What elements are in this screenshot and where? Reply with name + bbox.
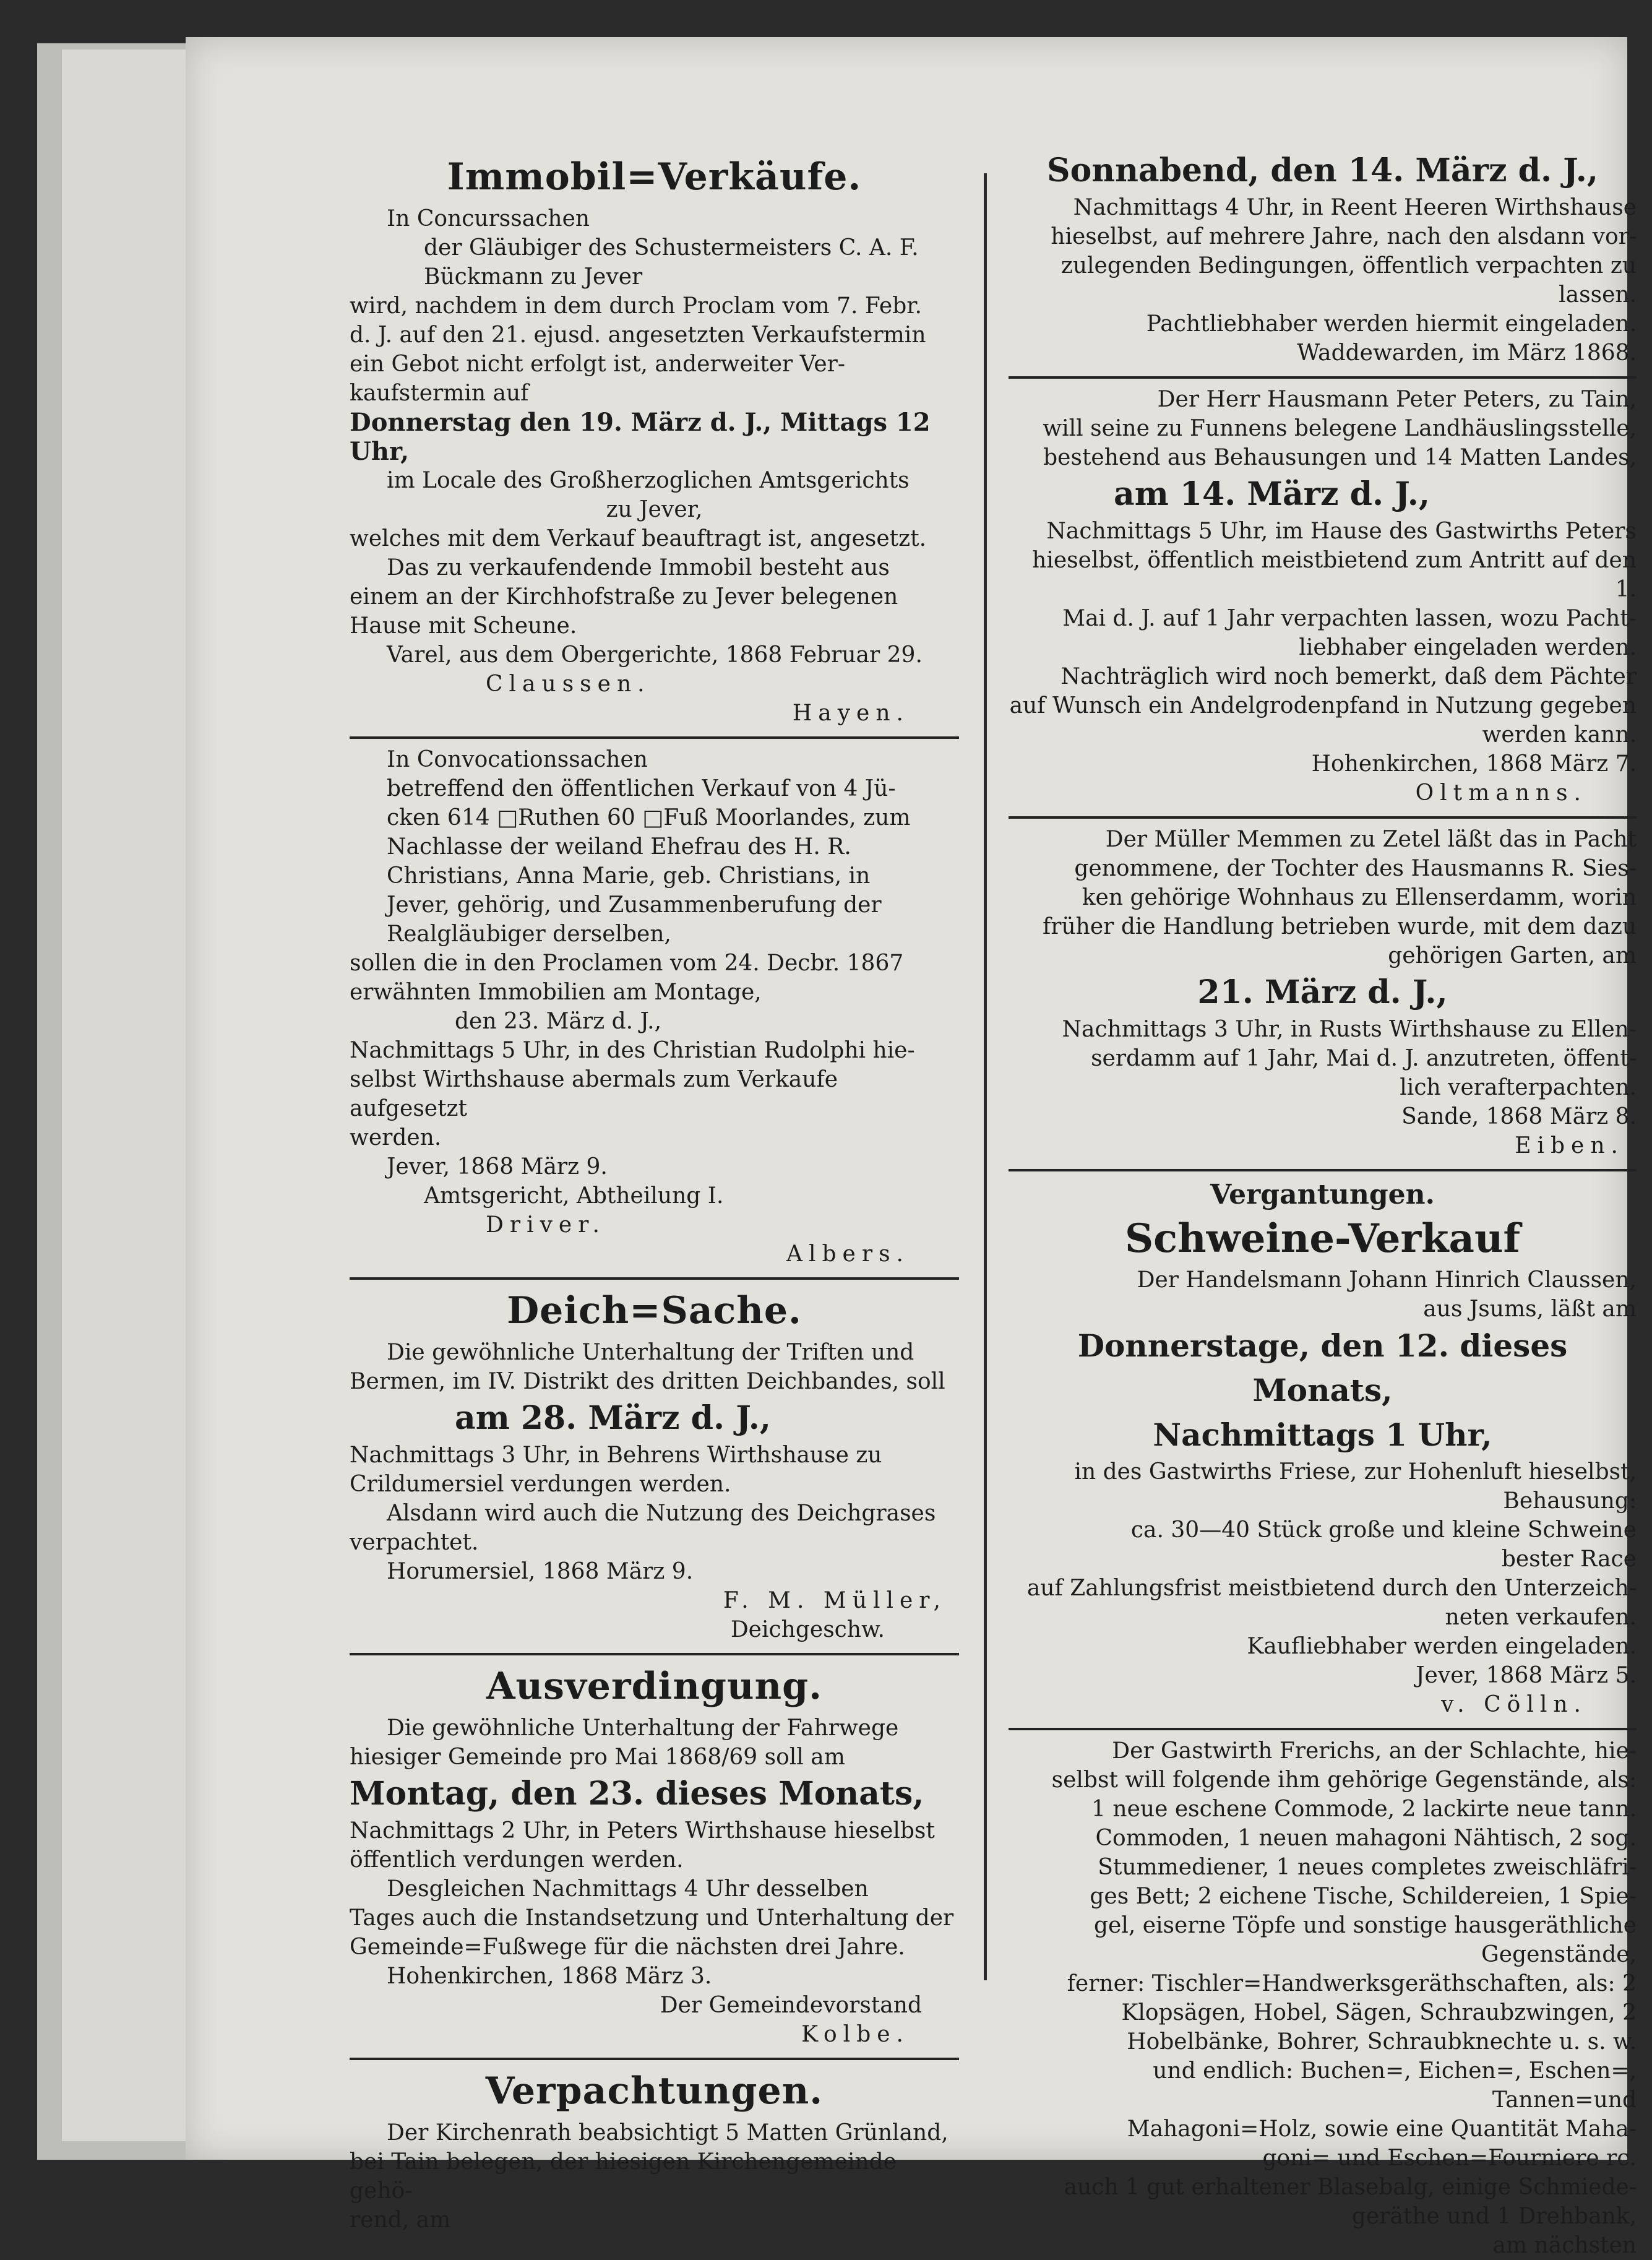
separator-rule bbox=[1009, 816, 1637, 819]
text-line: früher die Handlung betrieben wurde, mit dem dazu bbox=[1042, 914, 1637, 939]
text-line: verpachtet. bbox=[350, 1530, 479, 1555]
text-line: welches mit dem Verkauf beauftragt ist, angesetzt. bbox=[350, 526, 927, 551]
text-line: auch 1 gut erhaltener Blasebalg, einige Schmiede- bbox=[1064, 2175, 1637, 2200]
text-line: kaufstermin auf bbox=[350, 381, 529, 406]
text-line: Der Herr Hausmann Peter Peters, zu Tain, bbox=[1157, 387, 1637, 412]
text-line: Hohenkirchen, 1868 März 3. bbox=[387, 1964, 712, 1989]
date-line: 21. März d. J., bbox=[1197, 973, 1448, 1011]
signature: Claussen. bbox=[486, 671, 651, 697]
page-stack bbox=[161, 50, 187, 2141]
column-divider bbox=[984, 173, 987, 1980]
text-line: Nachlasse der weiland Ehefrau des H. R. bbox=[387, 834, 851, 860]
text-line: Die gewöhnliche Unterhaltung der Fahrwege bbox=[387, 1715, 899, 1741]
signature: Deichgeschw. bbox=[730, 1617, 885, 1642]
text-line: ferner: Tischler=Handwerksgeräthschaften, als: 2 bbox=[1067, 1971, 1637, 1996]
text-line: geräthe und 1 Drehbank, bbox=[1351, 2204, 1637, 2229]
separator-rule bbox=[350, 1653, 959, 1655]
text-line: Behausung: bbox=[1503, 1488, 1637, 1514]
text-line: bei Tain belegen, der hiesigen Kirchengemeinde gehö- bbox=[350, 2149, 897, 2204]
text-line: auf Wunsch ein Andelgrodenpfand in Nutzung gegeben bbox=[1009, 693, 1637, 718]
text-line: hiesiger Gemeinde pro Mai 1868/69 soll am bbox=[350, 1745, 845, 1770]
text-line: Klopsägen, Hobel, Sägen, Schraubzwingen, 2 bbox=[1121, 2000, 1637, 2025]
text-line: In Convocationssachen bbox=[387, 747, 648, 772]
signature: Oltmanns. bbox=[1415, 780, 1587, 806]
separator-rule bbox=[350, 1277, 959, 1280]
separator-rule bbox=[350, 2058, 959, 2060]
text-line: Waddewarden, im März 1868. bbox=[1297, 340, 1637, 366]
section-heading-immobil: Immobil=Verkäufe. bbox=[447, 155, 862, 199]
text-line: Commoden, 1 neuen mahagoni Nähtisch, 2 sog. bbox=[1095, 1826, 1637, 1851]
text-line: Jever, gehörig, und Zusammenberufung der bbox=[387, 892, 882, 918]
text-line: selbst Wirthshause abermals zum Verkaufe aufgesetzt bbox=[350, 1067, 838, 1121]
text-line: Bückmann zu Jever bbox=[424, 264, 643, 290]
signature: F. M. Müller, bbox=[723, 1588, 947, 1613]
notice-schweine bbox=[1009, 1266, 1637, 1719]
text-line: Horumersiel, 1868 März 9. bbox=[387, 1559, 694, 1584]
text-line: Kaufliebhaber werden eingeladen. bbox=[1247, 1634, 1637, 1659]
text-line: cken 614 □Ruthen 60 □Fuß Moorlandes, zum bbox=[387, 805, 911, 830]
text-line: Amtsgericht, Abtheilung I. bbox=[424, 1183, 724, 1209]
text-line: Crildumersiel verdungen werden. bbox=[350, 1472, 731, 1497]
section-heading-verpachtungen: Verpachtungen. bbox=[485, 2069, 824, 2113]
text-line: Hobelbänke, Bohrer, Schraubknechte u. s. w. bbox=[1127, 2029, 1637, 2055]
text-line: Nachmittags 5 Uhr, im Hause des Gastwirths Peters bbox=[1046, 519, 1637, 544]
text-line: öffentlich verdungen werden. bbox=[350, 1847, 684, 1873]
text-line: Varel, aus dem Obergerichte, 1868 Februar 29. bbox=[387, 642, 923, 668]
text-line: liebhaber eingeladen werden. bbox=[1299, 635, 1637, 660]
date-line: Nachmittags 1 Uhr, bbox=[1153, 1417, 1492, 1453]
separator-rule bbox=[350, 736, 959, 739]
notice-deich bbox=[350, 1338, 959, 1644]
text-line: Realgläubiger derselben, bbox=[387, 921, 671, 947]
notice-muller bbox=[1009, 825, 1637, 1160]
text-line: Der Kirchenrath beabsichtigt 5 Matten Grünland, bbox=[387, 2120, 949, 2146]
text-line: ges Bett; 2 eichene Tische, Schildereien, 1 Spie- bbox=[1090, 1884, 1637, 1909]
text-line: Christians, Anna Marie, geb. Christians, in bbox=[387, 863, 871, 889]
text-line: Sande, 1868 März 8. bbox=[1401, 1104, 1637, 1129]
page-stack bbox=[62, 50, 88, 2141]
date-heading-sonnabend: Sonnabend, den 14. März d. J., bbox=[1047, 152, 1598, 189]
signature: Kolbe. bbox=[801, 2022, 910, 2047]
section-heading-ausverdingung: Ausverdingung. bbox=[486, 1665, 822, 1708]
text-line: Mai d. J. auf 1 Jahr verpachten lassen, wozu Pacht- bbox=[1062, 606, 1637, 631]
date-line: Montag, den 23. dieses Monats, bbox=[350, 1775, 924, 1813]
text-line: aus Jsums, läßt am bbox=[1423, 1296, 1637, 1322]
page-stack bbox=[87, 50, 113, 2141]
text-line: Gegenstände, bbox=[1481, 1942, 1637, 1967]
text-line: erwähnten Immobilien am Montage, bbox=[350, 980, 762, 1005]
left-column bbox=[350, 149, 959, 2235]
text-line: Bermen, im IV. Distrikt des dritten Deichbandes, soll bbox=[350, 1369, 945, 1394]
text-line: Nachmittags 3 Uhr, in Rusts Wirthshause zu Ellen- bbox=[1062, 1017, 1637, 1042]
text-line: genommene, der Tochter des Hausmanns R. Sies- bbox=[1074, 856, 1637, 881]
text-line: werden kann. bbox=[1482, 722, 1637, 748]
signature: v. Cölln. bbox=[1441, 1692, 1587, 1717]
signature: Der Gemeindevorstand bbox=[660, 1993, 922, 2018]
text-line: Pachtliebhaber werden hiermit eingeladen. bbox=[1146, 311, 1637, 337]
text-line: Tages auch die Instandsetzung und Unterhaltung der bbox=[350, 1905, 954, 1931]
text-line: hieselbst, auf mehrere Jahre, nach den alsdann vor- bbox=[1051, 224, 1637, 249]
text-line: der Gläubiger des Schustermeisters C. A. F. bbox=[424, 235, 919, 261]
separator-rule bbox=[1009, 1728, 1637, 1730]
text-line: bester Race bbox=[1501, 1546, 1637, 1572]
text-line: den 23. März d. J., bbox=[455, 1009, 662, 1034]
text-line: neten verkaufen. bbox=[1445, 1605, 1637, 1630]
text-line: Gemeinde=Fußwege für die nächsten drei Jahre. bbox=[350, 1934, 905, 1960]
text-line: auf Zahlungsfrist meistbietend durch den Unterzeich- bbox=[1026, 1576, 1637, 1601]
text-line: Desgleichen Nachmittags 4 Uhr desselben bbox=[387, 1876, 869, 1902]
text-line: Das zu verkaufendende Immobil besteht aus bbox=[387, 555, 890, 580]
text-line: In Concurssachen bbox=[387, 206, 590, 231]
text-line: Jever, 1868 März 5. bbox=[1416, 1663, 1637, 1688]
notice-frerichs bbox=[1009, 1736, 1637, 2260]
text-line: Der Gastwirth Frerichs, an der Schlachte, hie- bbox=[1112, 1738, 1637, 1764]
section-heading-deich: Deich=Sache. bbox=[507, 1289, 802, 1332]
text-line: Mahagoni=Holz, sowie eine Quantität Maha- bbox=[1127, 2116, 1637, 2142]
text-line: bestehend aus Behausungen und 14 Matten Landes, bbox=[1043, 445, 1637, 470]
text-line: Jever, 1868 März 9. bbox=[387, 1154, 608, 1180]
text-line: Hause mit Scheune. bbox=[350, 613, 577, 639]
text-line: wird, nachdem in dem durch Proclam vom 7. Febr. bbox=[350, 293, 922, 319]
text-line: will seine zu Funnens belegene Landhäuslingsstelle, bbox=[1043, 416, 1637, 441]
date-line: am 14. März d. J., bbox=[1114, 475, 1430, 513]
text-line: sollen die in den Proclamen vom 24. Decbr. 1867 bbox=[350, 951, 904, 976]
text-line: Der Müller Memmen zu Zetel läßt das in Pacht bbox=[1105, 827, 1637, 852]
notice-sonnabend bbox=[1009, 193, 1637, 368]
right-column bbox=[1009, 149, 1637, 2260]
text-line: und endlich: Buchen=, Eichen=, Eschen=, Tannen=und bbox=[1153, 2058, 1637, 2113]
text-line: Nachträglich wird noch bemerkt, daß dem Pächter bbox=[1060, 664, 1637, 689]
notice-immobil bbox=[350, 204, 959, 728]
text-line: am nächsten bbox=[1492, 2233, 1637, 2258]
text-line: werden. bbox=[350, 1125, 442, 1150]
separator-rule bbox=[1009, 376, 1637, 379]
text-line: serdamm auf 1 Jahr, Mai d. J. anzutreten, öffent- bbox=[1091, 1046, 1637, 1071]
text-line: goni= und Eschen=Fourniere rc. bbox=[1262, 2146, 1637, 2171]
date-line: am 28. März d. J., bbox=[455, 1399, 772, 1437]
text-line: in des Gastwirths Friese, zur Hohenluft hieselbst, bbox=[1074, 1459, 1637, 1485]
text-line: gel, eiserne Töpfe und sonstige hausgeräthliche bbox=[1093, 1913, 1637, 1938]
signature: Hayen. bbox=[792, 701, 910, 726]
text-line: Nachmittags 3 Uhr, in Behrens Wirthshause zu bbox=[350, 1443, 882, 1468]
notice-verpachtungen bbox=[350, 2118, 959, 2235]
signature: Eiben. bbox=[1515, 1133, 1624, 1158]
text-line: hieselbst, öffentlich meistbietend zum Antritt auf den 1. bbox=[1032, 548, 1637, 602]
separator-rule bbox=[1009, 1169, 1637, 1171]
text-line: 1 neue eschene Commode, 2 lackirte neue tann. bbox=[1091, 1796, 1637, 1822]
text-line: gehörigen Garten, am bbox=[1388, 943, 1637, 968]
text-line: einem an der Kirchhofstraße zu Jever belegenen bbox=[350, 584, 898, 610]
title-schweine-verkauf: Schweine-Verkauf bbox=[1124, 1215, 1521, 1262]
text-line: ca. 30—40 Stück große und kleine Schweine bbox=[1130, 1517, 1637, 1543]
text-line: Hohenkirchen, 1868 März 7. bbox=[1311, 751, 1637, 777]
text-line: Alsdann wird auch die Nutzung des Deichgrases bbox=[387, 1501, 936, 1526]
text-line: selbst will folgende ihm gehörige Gegenstände, als: bbox=[1051, 1767, 1637, 1793]
text-line: ein Gebot nicht erfolgt ist, anderweiter Ver- bbox=[350, 352, 846, 377]
text-line: rend, am bbox=[350, 2207, 451, 2233]
text-line: Der Handelsmann Johann Hinrich Claussen, bbox=[1137, 1267, 1637, 1293]
signature: Albers. bbox=[786, 1241, 910, 1267]
section-heading-vergantungen: Vergantungen. bbox=[1210, 1179, 1435, 1210]
date-line: Donnerstage, den 12. dieses Monats, bbox=[1077, 1327, 1568, 1408]
text-line: Nachmittags 4 Uhr, in Reent Heeren Wirthshause bbox=[1073, 195, 1637, 220]
text-line: lich verafterpachten. bbox=[1400, 1075, 1637, 1100]
text-line: Donnerstag den 19. März d. J., Mittags 12 Uhr, bbox=[350, 408, 931, 466]
text-line: ken gehörige Wohnhaus zu Ellenserdamm, worin bbox=[1082, 885, 1637, 910]
signature: Driver. bbox=[486, 1212, 606, 1238]
text-line: betreffend den öffentlichen Verkauf von 4 Jü- bbox=[387, 776, 896, 801]
text-line: im Locale des Großherzoglichen Amtsgerichts bbox=[387, 468, 910, 493]
text-line: Nachmittags 5 Uhr, in des Christian Rudolphi hie- bbox=[350, 1038, 915, 1063]
text-line: d. J. auf den 21. ejusd. angesetzten Verkaufstermin bbox=[350, 322, 926, 348]
text-line: zulegenden Bedingungen, öffentlich verpachten zu lassen. bbox=[1060, 253, 1637, 308]
text-line: Stummediener, 1 neues completes zweischläfri- bbox=[1098, 1855, 1637, 1880]
notice-convocation bbox=[350, 745, 959, 1269]
notice-peters bbox=[1009, 385, 1637, 808]
text-line: Nachmittags 2 Uhr, in Peters Wirthshause hieselbst bbox=[350, 1818, 935, 1844]
text-line: Die gewöhnliche Unterhaltung der Triften und bbox=[387, 1340, 914, 1365]
page-stack bbox=[136, 50, 162, 2141]
notice-ausverdingung bbox=[350, 1714, 959, 2049]
text-line: zu Jever, bbox=[606, 497, 703, 522]
page-stack bbox=[111, 50, 137, 2141]
